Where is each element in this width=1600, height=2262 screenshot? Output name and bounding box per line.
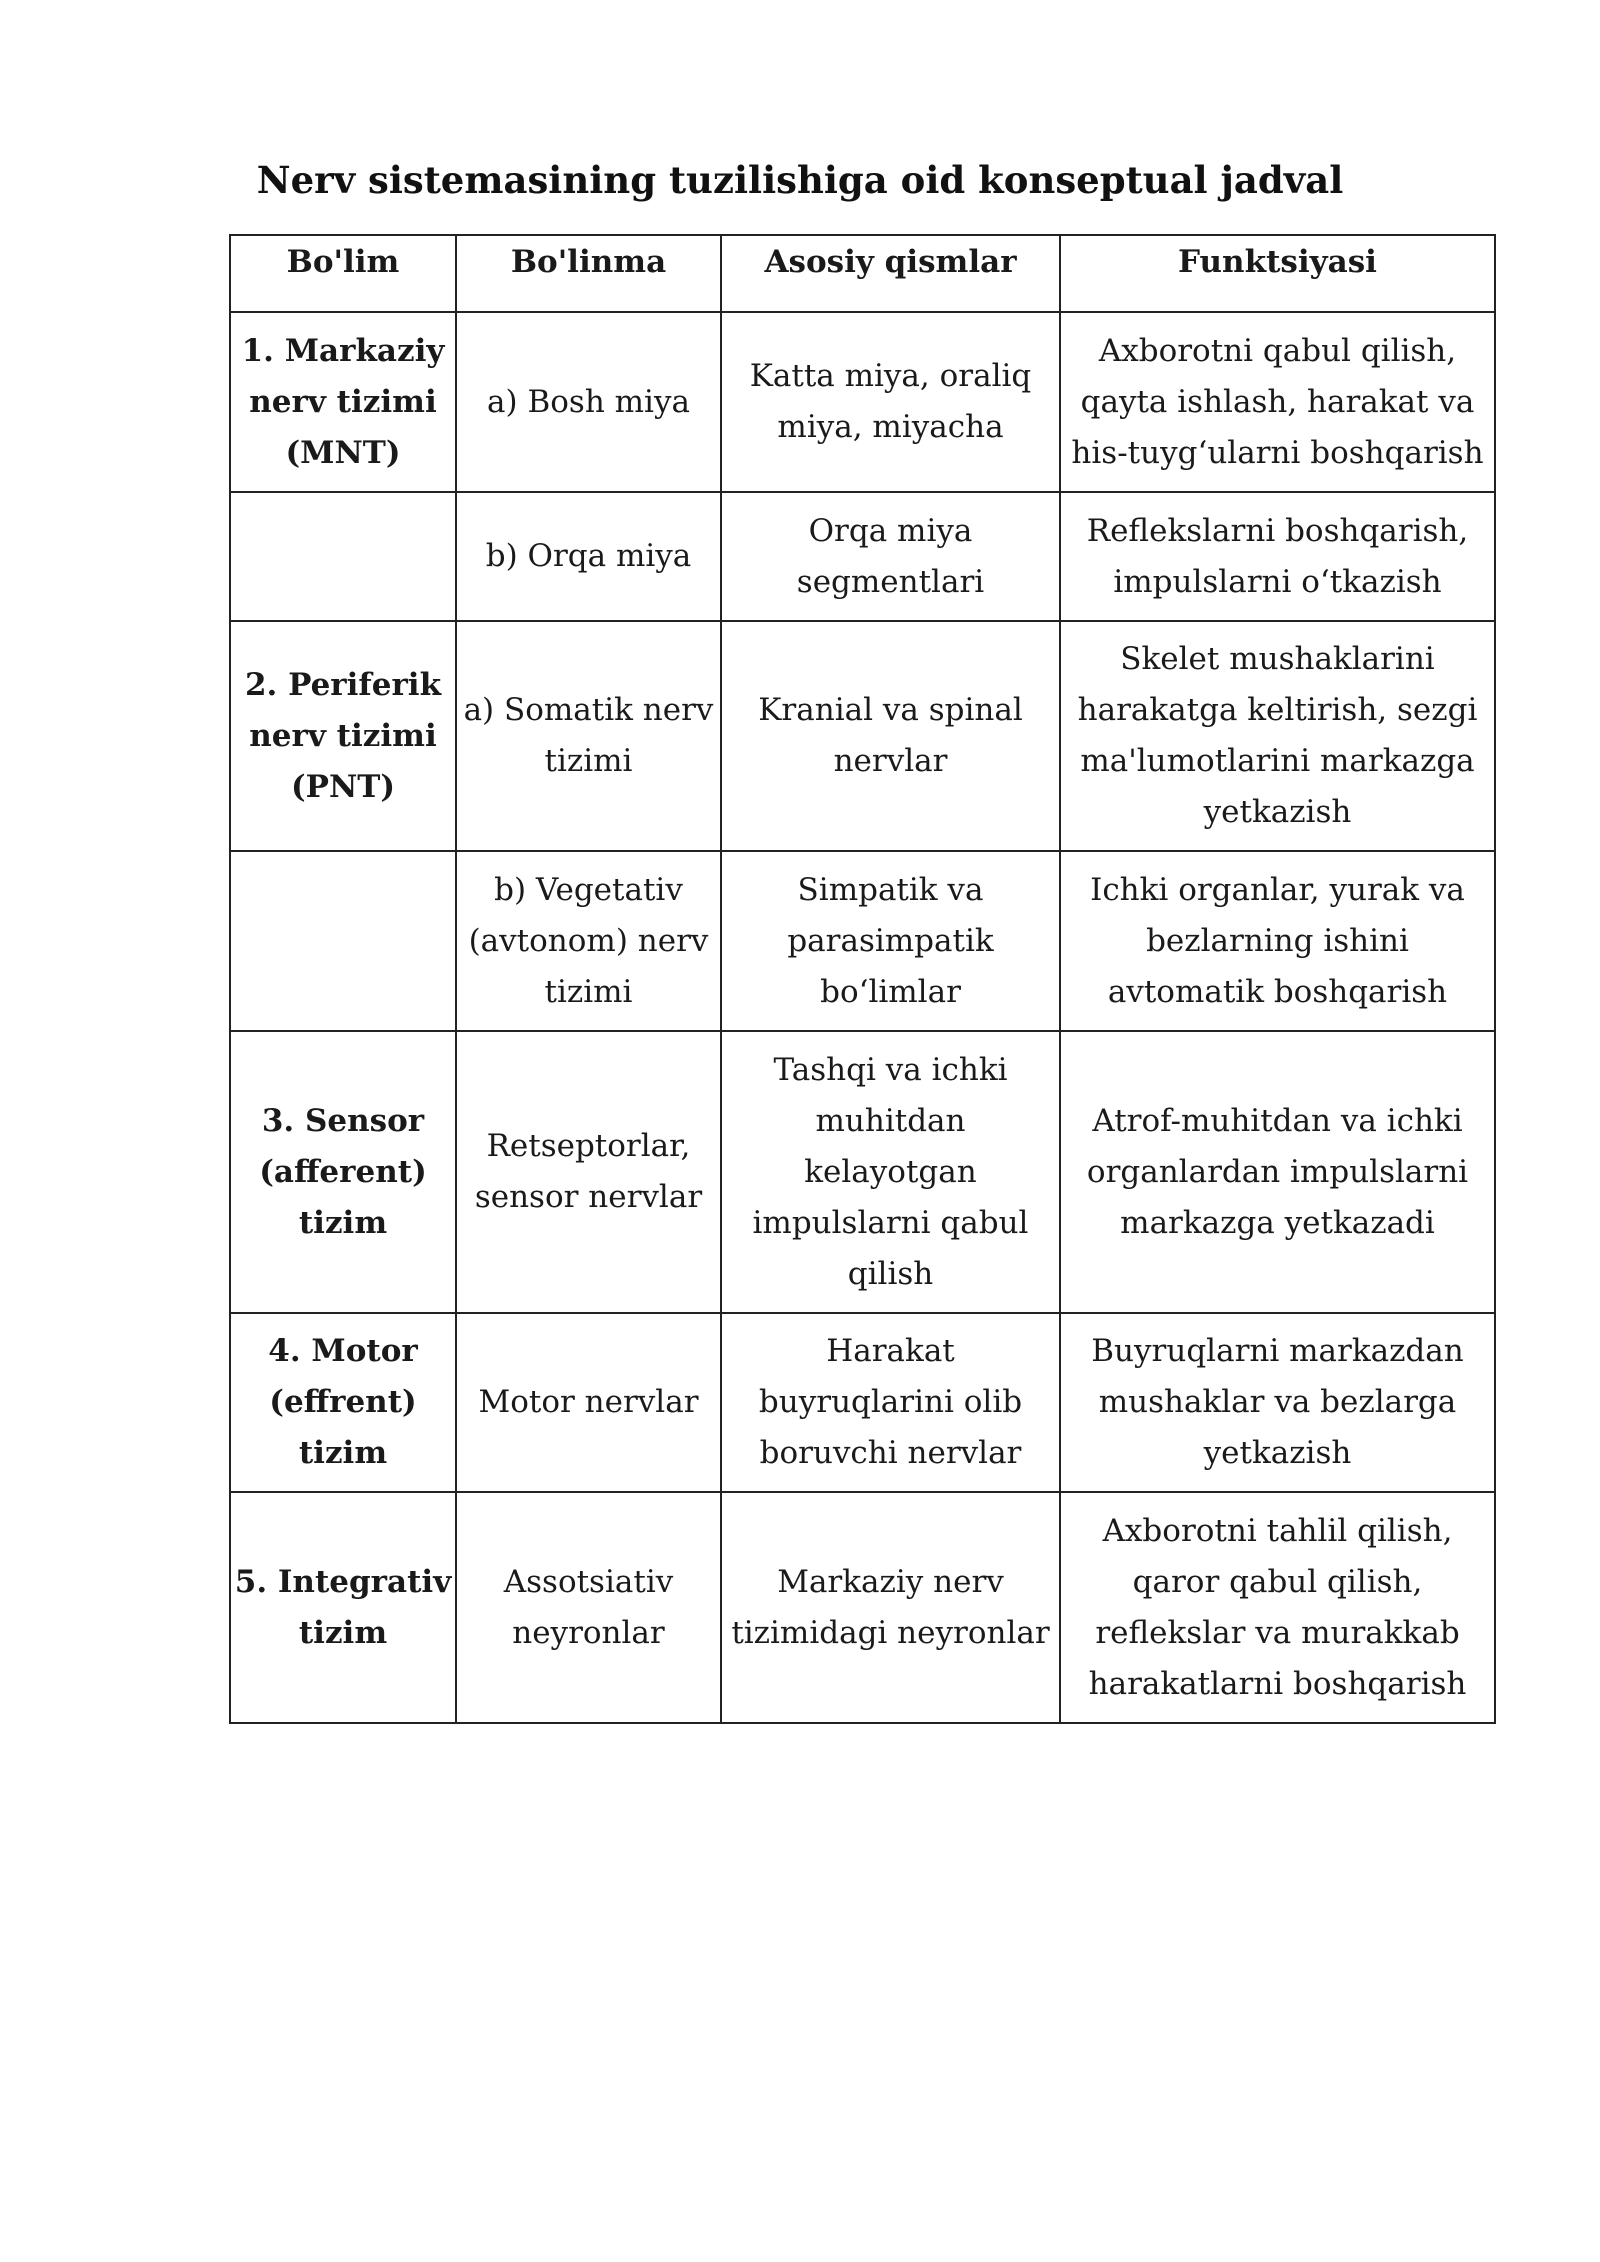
function-cell: Skelet mushaklarini harakatga keltirish, sezgi ma'lumotlarini markazga yetkazish (1060, 621, 1495, 851)
section-cell (230, 851, 456, 1031)
section-cell: 5. Integrativ tizim (230, 1492, 456, 1723)
page-title: Nerv sistemasining tuzilishiga oid konseptual jadval (256, 158, 1344, 202)
function-cell: Axborotni qabul qilish, qayta ishlash, harakat va his-tuyg‘ularni boshqarish (1060, 312, 1495, 492)
parts-cell: Markaziy nerv tizimidagi neyronlar (721, 1492, 1060, 1723)
section-cell (230, 492, 456, 621)
function-cell: Ichki organlar, yurak va bezlarning ishini avtomatik boshqarish (1060, 851, 1495, 1031)
concept-table (229, 234, 1496, 1724)
table-row (230, 851, 1495, 1031)
column-header-section: Bo'lim (230, 235, 456, 312)
subsection-cell: Assotsiativ neyronlar (456, 1492, 721, 1723)
table-row (230, 1492, 1495, 1723)
table-header-row (230, 235, 1495, 312)
function-cell: Buyruqlarni markazdan mushaklar va bezlarga yetkazish (1060, 1313, 1495, 1492)
table-row (230, 621, 1495, 851)
subsection-cell: b) Orqa miya (456, 492, 721, 621)
subsection-cell: b) Vegetativ (avtonom) nerv tizimi (456, 851, 721, 1031)
table-row (230, 1313, 1495, 1492)
subsection-cell: Retseptorlar, sensor nervlar (456, 1031, 721, 1313)
section-cell: 2. Periferik nerv tizimi (PNT) (230, 621, 456, 851)
function-cell: Axborotni tahlil qilish, qaror qabul qilish, reflekslar va murakkab harakatlarni boshqarish (1060, 1492, 1495, 1723)
subsection-cell: a) Bosh miya (456, 312, 721, 492)
column-header-parts: Asosiy qismlar (721, 235, 1060, 312)
table-row (230, 492, 1495, 621)
parts-cell: Tashqi va ichki muhitdan kelayotgan impulslarni qabul qilish (721, 1031, 1060, 1313)
column-header-subsection: Bo'linma (456, 235, 721, 312)
function-cell: Atrof-muhitdan va ichki organlardan impulslarni markazga yetkazadi (1060, 1031, 1495, 1313)
function-cell: Reflekslarni boshqarish, impulslarni o‘tkazish (1060, 492, 1495, 621)
section-cell: 1. Markaziy nerv tizimi (MNT) (230, 312, 456, 492)
section-cell: 3. Sensor (afferent) tizim (230, 1031, 456, 1313)
subsection-cell: Motor nervlar (456, 1313, 721, 1492)
table-row (230, 312, 1495, 492)
parts-cell: Kranial va spinal nervlar (721, 621, 1060, 851)
parts-cell: Simpatik va parasimpatik bo‘limlar (721, 851, 1060, 1031)
column-header-function: Funktsiyasi (1060, 235, 1495, 312)
section-cell: 4. Motor (effrent) tizim (230, 1313, 456, 1492)
parts-cell: Katta miya, oraliq miya, miyacha (721, 312, 1060, 492)
subsection-cell: a) Somatik nerv tizimi (456, 621, 721, 851)
parts-cell: Harakat buyruqlarini olib boruvchi nervlar (721, 1313, 1060, 1492)
table-row (230, 1031, 1495, 1313)
parts-cell: Orqa miya segmentlari (721, 492, 1060, 621)
